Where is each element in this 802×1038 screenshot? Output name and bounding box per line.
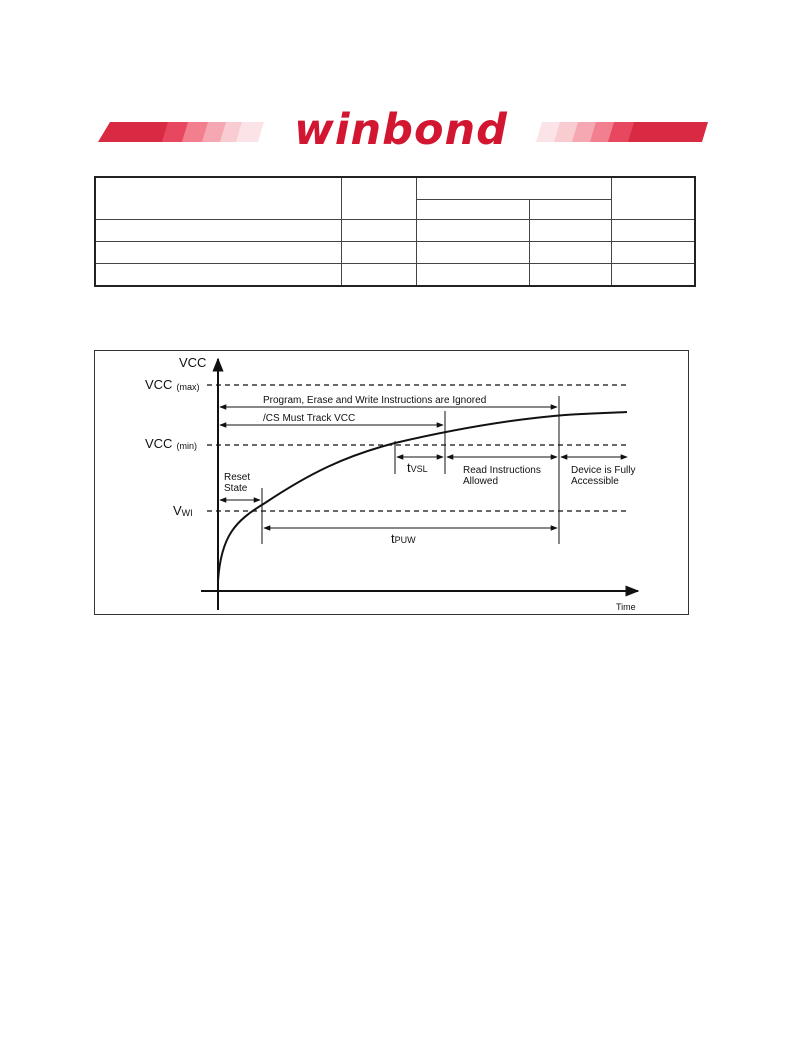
table-row [95,241,695,263]
table-cell [95,219,341,241]
vcc-ramp-curve [218,412,627,581]
vwi-label: VWI [173,503,193,518]
table-row [95,177,695,199]
fully-accessible-label: Device is Fully Accessible [571,465,636,487]
table-cell [529,199,612,219]
tvsl-label: tVSL [407,460,428,475]
table-cell [417,263,529,286]
table-cell [612,263,695,286]
vcc-min-label: VCC (min) [145,436,197,451]
table-cell [341,177,417,219]
logo-left-stripes [98,122,264,142]
table-row [95,219,695,241]
table-cell [529,241,612,263]
table-cell [95,263,341,286]
cs-track-label: /CS Must Track VCC [263,413,356,424]
table-cell [612,177,695,219]
table-cell [612,219,695,241]
table-cell [612,241,695,263]
table-cell [417,199,529,219]
table-cell [417,219,529,241]
table-cell [341,241,417,263]
table-cell [341,219,417,241]
y-axis-label: VCC [179,355,207,370]
table-cell [95,177,341,219]
tpuw-label: tPUW [391,531,416,546]
power-up-timing-diagram [94,350,689,615]
timing-diagram-svg [95,351,690,616]
reset-state-label: Reset State [224,472,251,494]
x-axis-label: Time [616,602,636,612]
logo-wordmark: winbond [294,105,508,155]
table-cell [417,177,612,199]
table-row [95,263,695,286]
table-cell [95,241,341,263]
table-cell [529,219,612,241]
vcc-max-label: VCC (max) [145,377,200,392]
read-allowed-label: Read Instructions Allowed [463,465,541,487]
table-cell [529,263,612,286]
table-cell [417,241,529,263]
logo-right-stripes [536,122,708,142]
table-cell [341,263,417,286]
parameter-table [94,176,696,287]
ignored-label: Program, Erase and Write Instructions are Ignored [263,395,487,406]
